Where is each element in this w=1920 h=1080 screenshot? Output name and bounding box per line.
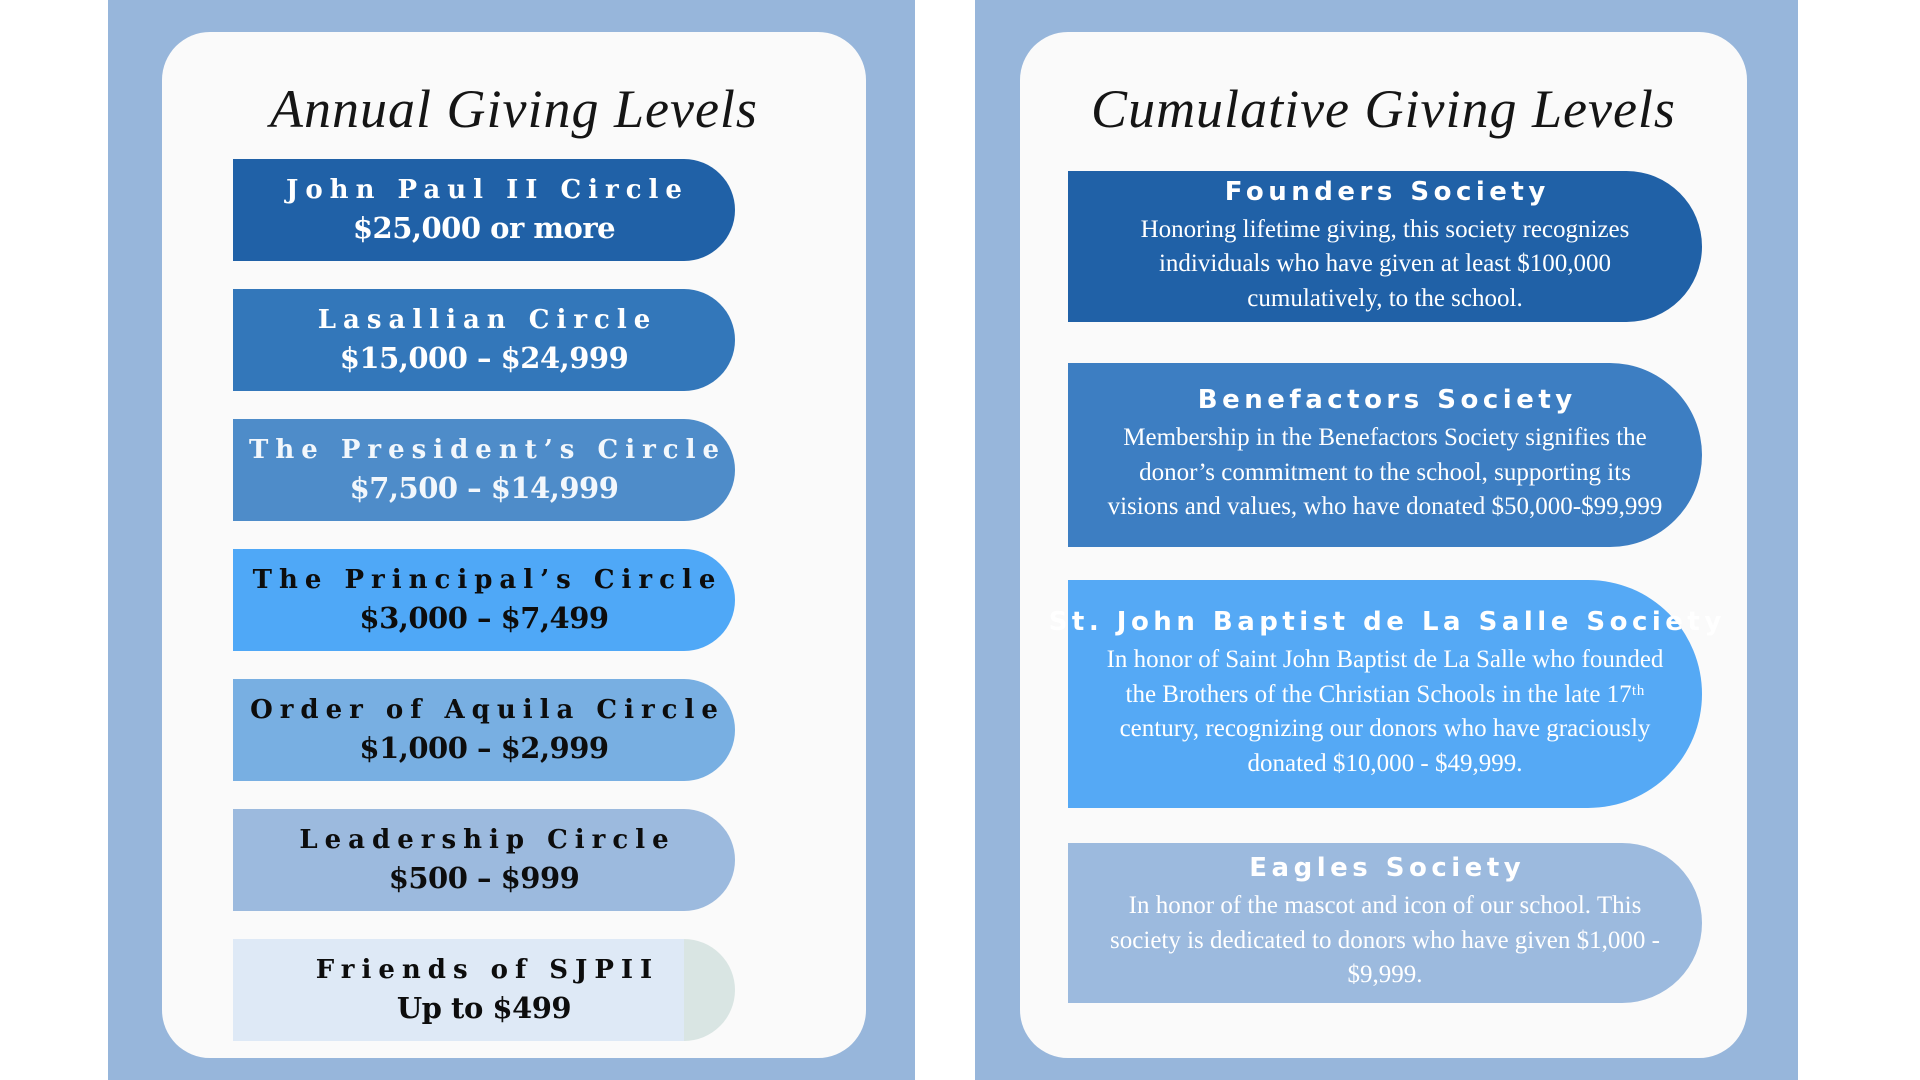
society-founders [1068,171,1702,322]
tier-amount: Up to $499 [396,991,572,1025]
society-description: In honor of Saint John Baptist de La Salle who founded the Brothers of the Christian Schools in the late 17ᵗʰ century, recognizing our donors who have graciously donated $10,000 - $49,999. [1106,646,1664,777]
cumulative-giving-card [1020,32,1747,1058]
tier-leadership-circle [233,809,735,911]
society-name: Benefactors Society [1197,385,1577,416]
left-blue-band [108,0,915,1080]
society-name: Founders Society [1224,176,1550,207]
tier-amount: $7,500 – $14,999 [349,471,619,505]
tier-friends-of-sjpii [233,939,735,1041]
tier-principals-circle [233,549,735,651]
tier-name: Order of Aquila Circle [250,695,725,725]
tier-amount: $500 – $999 [388,861,580,895]
tier-amount: $3,000 – $7,499 [359,601,609,635]
tier-name: Friends of SJPII [315,955,660,985]
tier-name: Lasallian Circle [317,305,658,335]
tier-name: The President’s Circle [248,435,727,465]
society-description: Honoring lifetime giving, this society recognizes individuals who have given at least $100,000 cumulatively, to the school. [1140,215,1630,312]
society-st-john-baptist-de-la-salle [1048,580,1726,808]
right-blue-band [975,0,1798,1080]
society-name: St. John Baptist de La Salle Society [1048,607,1726,637]
annual-giving-card [162,32,866,1058]
tier-presidents-circle [233,419,735,521]
tier-john-paul-ii-circle [233,159,735,261]
tier-amount: $1,000 – $2,999 [359,731,609,765]
tier-amount: $15,000 – $24,999 [339,341,629,375]
society-description: Membership in the Benefactors Society signifies the donor’s commitment to the school, supporting its visions and values, who have donated $50,000-$99,999 [1107,424,1663,521]
tier-name: John Paul II Circle [286,175,689,205]
tier-amount: $25,000 or more [352,211,616,245]
society-eagles [1068,843,1702,1003]
tier-order-of-aquila-circle [233,679,735,781]
tier-name: Leadership Circle [299,825,676,855]
society-name: Eagles Society [1249,853,1526,884]
society-benefactors [1068,363,1702,547]
cumulative-giving-title: Cumulative Giving Levels [1091,79,1676,139]
tier-lasallian-circle [233,289,735,391]
society-description: In honor of the mascot and icon of our school. This society is dedicated to donors who have given $1,000 - $9,999. [1110,892,1660,989]
annual-giving-title: Annual Giving Levels [270,79,758,139]
tier-name: The Principal’s Circle [252,565,723,595]
